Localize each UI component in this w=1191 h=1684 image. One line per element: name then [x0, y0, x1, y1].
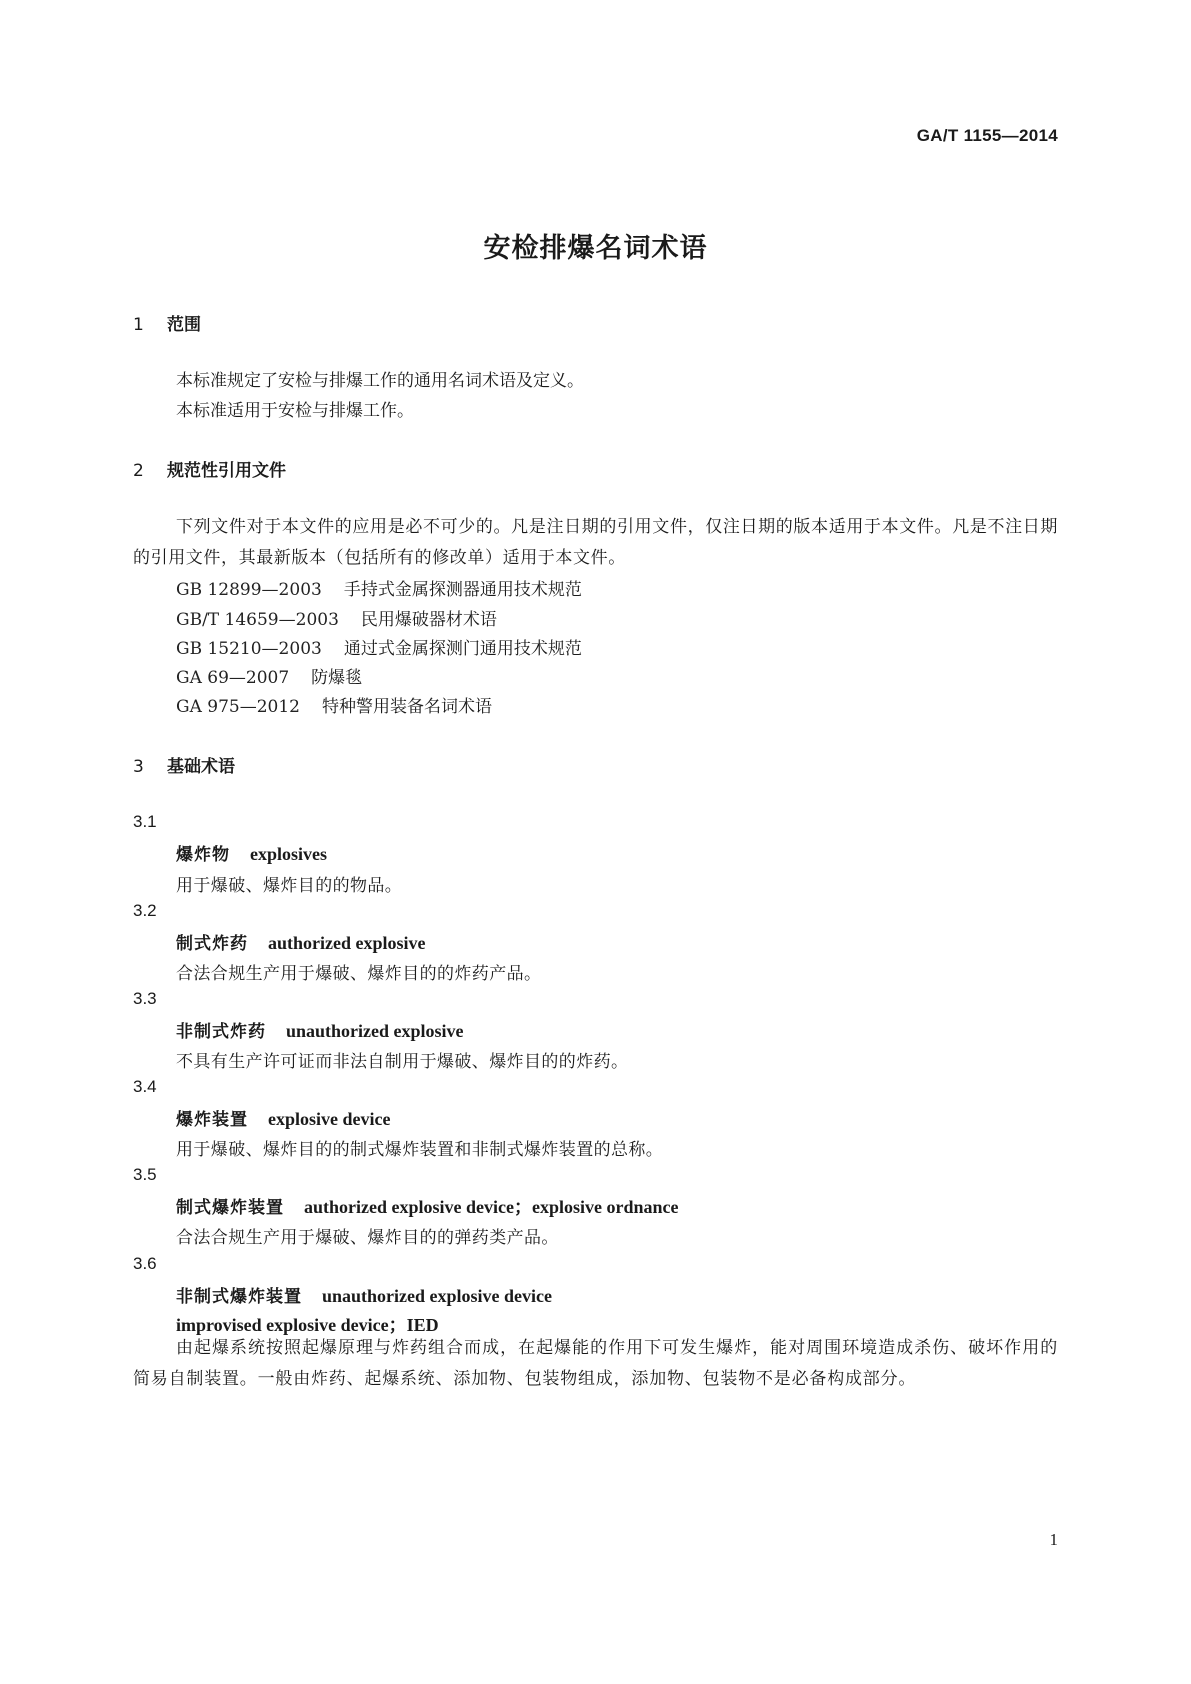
- term-zh: 爆炸物: [176, 845, 230, 865]
- term-definition: 用于爆破、爆炸目的的制式爆炸装置和非制式爆炸装置的总称。: [176, 1140, 664, 1160]
- term-entry: [176, 929, 426, 954]
- reference-name: 手持式金属探测器通用技术规范: [343, 580, 582, 600]
- reference-item: [176, 605, 497, 630]
- term-en: explosives: [250, 844, 328, 864]
- reference-item: [176, 692, 492, 717]
- section-number: 1: [133, 315, 144, 335]
- term-zh: 非制式爆炸装置: [176, 1287, 302, 1307]
- term-entry: [176, 1193, 678, 1219]
- term-entry: [176, 1105, 390, 1130]
- term-zh: 制式炸药: [176, 934, 248, 954]
- reference-name: 民用爆破器材术语: [360, 610, 497, 630]
- paragraph: 本标准适用于安检与排爆工作。: [176, 401, 414, 421]
- term-number: 3.3: [133, 989, 157, 1008]
- section-heading-2: [133, 456, 286, 481]
- standard-code: GA/T 1155—2014: [916, 126, 1058, 145]
- term-zh: 非制式炸药: [176, 1022, 266, 1042]
- reference-code: GA 69—2007: [176, 668, 290, 688]
- term-number: 3.5: [133, 1165, 157, 1184]
- term-zh: 制式爆炸装置: [176, 1198, 284, 1218]
- term-zh: 爆炸装置: [176, 1110, 248, 1130]
- reference-name: 防爆毯: [311, 668, 363, 688]
- reference-code: GB/T 14659—2003: [176, 610, 339, 630]
- term-entry: [176, 1282, 552, 1307]
- section-number: 3: [133, 757, 144, 777]
- section-title: 范围: [167, 315, 201, 335]
- term-definition: 不具有生产许可证而非法自制用于爆破、爆炸目的的炸药。: [176, 1052, 629, 1072]
- section-title: 基础术语: [167, 757, 235, 777]
- term-number: 3.1: [133, 812, 157, 831]
- term-entry: [176, 1017, 464, 1042]
- reference-code: GB 15210—2003: [176, 639, 322, 659]
- section-number: 2: [133, 461, 144, 481]
- term-en: explosive device: [268, 1109, 391, 1129]
- section-heading-3: [133, 752, 235, 777]
- reference-code: GA 975—2012: [176, 697, 300, 717]
- term-entry: [176, 840, 327, 865]
- paragraph: 下列文件对于本文件的应用是必不可少的。凡是注日期的引用文件，仅注日期的版本适用于本文件。凡是不注日期的引用文件，其最新版本（包括所有的修改单）适用于本文件。: [133, 517, 1058, 568]
- term-definition: 由起爆系统按照起爆原理与炸药组合而成，在起爆能的作用下可发生爆炸，能对周围环境造成杀伤、破坏作用的简易自制装置。一般由炸药、起爆系统、添加物、包装物组成，添加物、包装物不是必备构成部分。: [133, 1338, 1058, 1389]
- term-en: unauthorized explosive device: [322, 1286, 552, 1306]
- term-definition: 用于爆破、爆炸目的的物品。: [176, 876, 403, 896]
- page-title: 安检排爆名词术语: [483, 233, 708, 264]
- paragraph: 本标准规定了安检与排爆工作的通用名词术语及定义。: [176, 371, 584, 391]
- section-title: 规范性引用文件: [167, 461, 286, 481]
- reference-code: GB 12899—2003: [176, 580, 322, 600]
- term-number: 3.2: [133, 901, 157, 920]
- reference-name: 特种警用装备名词术语: [321, 697, 492, 717]
- term-en: authorized explosive device；explosive ordnance: [304, 1197, 679, 1217]
- term-number: 3.4: [133, 1077, 157, 1096]
- reference-name: 通过式金属探测门通用技术规范: [343, 639, 582, 659]
- section-heading-1: [133, 310, 201, 335]
- term-en: authorized explosive: [268, 933, 426, 953]
- term-number: 3.6: [133, 1254, 157, 1273]
- reference-item: [176, 663, 362, 688]
- term-definition: 合法合规生产用于爆破、爆炸目的的弹药类产品。: [176, 1228, 559, 1248]
- reference-item: [176, 575, 582, 600]
- term-en-alt: improvised explosive device；IED: [176, 1315, 439, 1335]
- term-en: unauthorized explosive: [286, 1021, 464, 1041]
- term-definition: 合法合规生产用于爆破、爆炸目的的炸药产品。: [176, 964, 542, 984]
- page-number: 1: [1049, 1530, 1058, 1549]
- reference-item: [176, 634, 582, 659]
